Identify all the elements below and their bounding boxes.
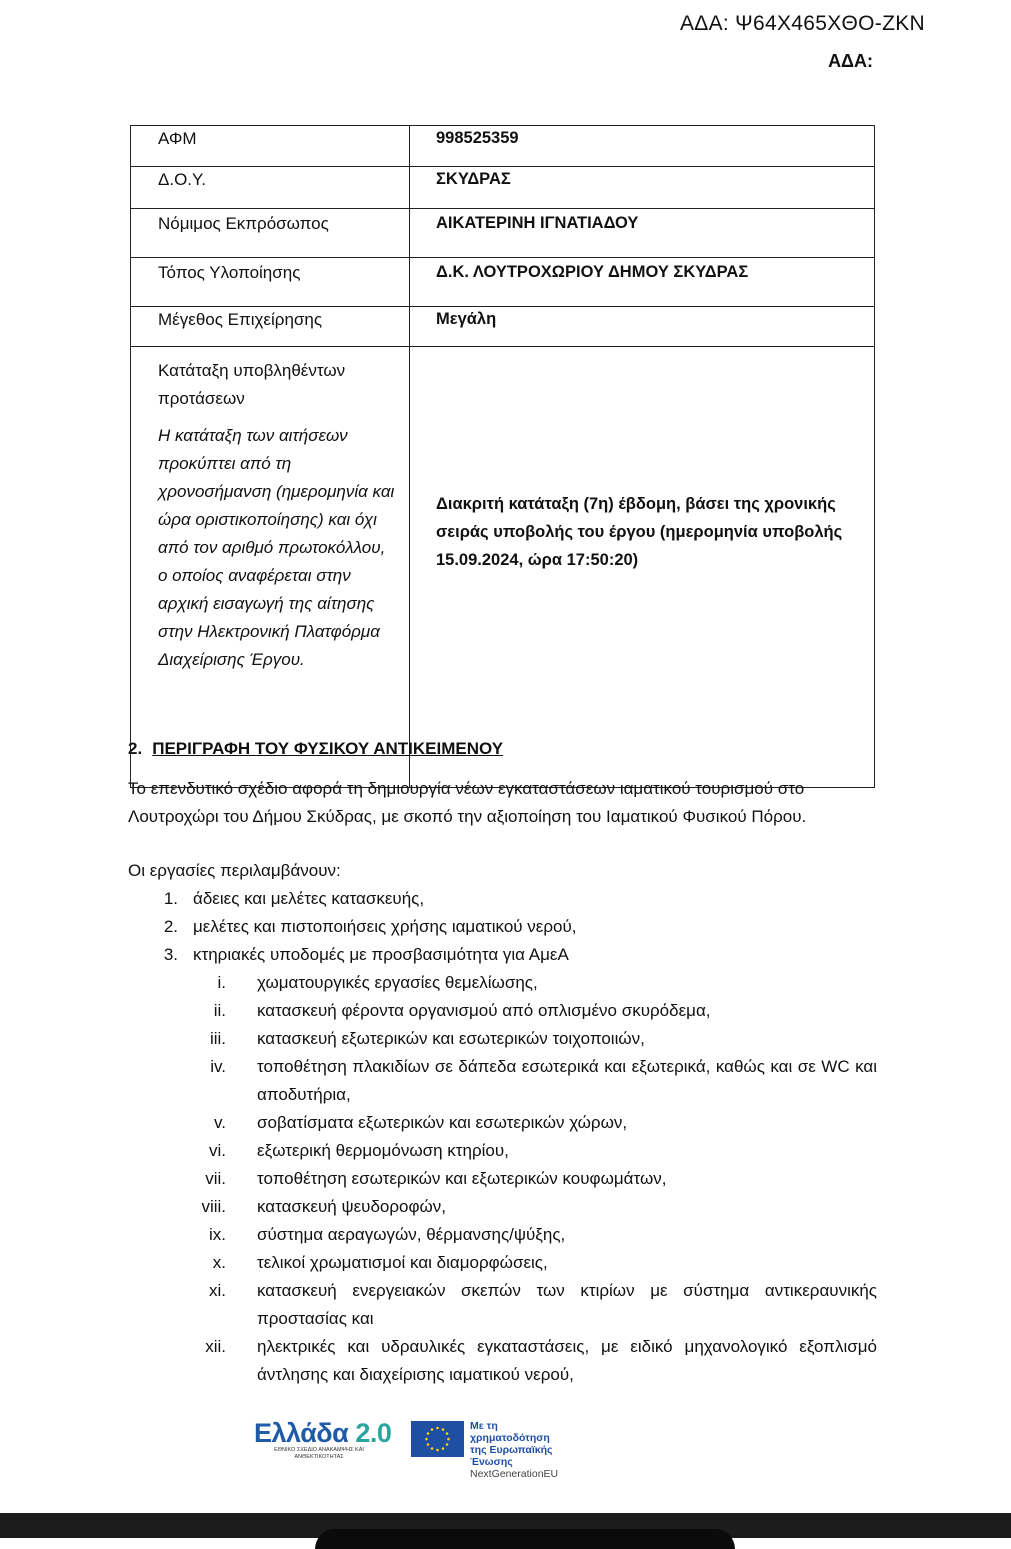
row-label: ΑΦΜ [131, 126, 410, 167]
row-value: ΑΙΚΑΤΕΡΙΝΗ ΙΓΝΑΤΙΑΔΟΥ [410, 209, 875, 258]
ranking-label-cell [131, 347, 410, 788]
section-paragraph: Το επενδυτικό σχέδιο αφορά τη δημιουργία νέων εγκαταστάσεων ιαματικού τουρισμού στο Λουτροχώρι του Δήμου Σκύδρας, με σκοπό την αξιοποίηση του Ιαματικού Φυσικού Πόρου. [128, 779, 807, 826]
list-item-text: κτηριακές υποδομές με προσβασιμότητα για ΑμεΑ [193, 945, 569, 964]
row-value: ΣΚΥΔΡΑΣ [410, 167, 875, 209]
sub-list-item-number: viii. [201, 1197, 226, 1216]
ada-label: ΑΔΑ: [828, 51, 873, 71]
row-label: Τόπος Υλοποίησης [131, 258, 410, 307]
row-label: Μέγεθος Επιχείρησης [131, 307, 410, 347]
eu-line1: Με τη χρηματοδότηση [470, 1420, 550, 1444]
sub-list-item-number: iv. [210, 1057, 226, 1076]
sub-list-item-text: τοποθέτηση πλακιδίων σε δάπεδα εσωτερικά και εξωτερικά, καθώς και σε WC και αποδυτήρια, [257, 1057, 877, 1104]
eu-line2: της Ευρωπαϊκής Ένωσης [470, 1444, 553, 1468]
table-row-ranking [131, 347, 875, 788]
list-item-number: 1. [163, 889, 178, 908]
sub-list-item-number: ix. [209, 1225, 226, 1244]
ranking-label: Κατάταξη υποβληθέντων προτάσεων [158, 361, 346, 408]
ellada-logo-version: 2.0 [355, 1418, 392, 1448]
sub-list-item-text: ηλεκτρικές και υδραυλικές εγκαταστάσεις, με ειδικό μηχανολογικό εξοπλισμό άντλησης και διαχείρισης ιαματικού νερού, [257, 1337, 877, 1384]
list-item-text: άδειες και μελέτες κατασκευής, [193, 889, 425, 908]
ellada-logo-text: Ελλάδα [254, 1418, 349, 1448]
info-table [130, 125, 875, 788]
ranking-value: Διακριτή κατάταξη (7η) έβδομη, βάσει της χρονικής σειράς υποβολής του έργου (ημερομηνία υποβολής 15.09.2024, ώρα 17:50:20) [410, 347, 875, 788]
sub-list-item-text: κατασκευή ψευδοροφών, [257, 1197, 447, 1216]
sub-list-item-text: κατασκευή ενεργειακών σκεπών των κτιρίων με σύστημα αντικεραυνικής προστασίας και [257, 1281, 877, 1328]
sub-list-item-number: i. [217, 973, 226, 992]
ellada-logo [254, 1418, 404, 1461]
row-label: Νόμιμος Εκπρόσωπος [131, 209, 410, 258]
section-title: ΠΕΡΙΓΡΑΦΗ ΤΟΥ ΦΥΣΙΚΟΥ ΑΝΤΙΚΕΙΜΕΝΟΥ [152, 739, 504, 758]
sub-list-item-text: τοποθέτηση εσωτερικών και εξωτερικών κουφωμάτων, [257, 1169, 667, 1188]
list-item-text: μελέτες και πιστοποιήσεις χρήσης ιαματικού νερού, [193, 917, 577, 936]
sub-list-item-text: εξωτερική θερμομόνωση κτηρίου, [257, 1141, 509, 1160]
sub-list-item-text: κατασκευή εξωτερικών και εσωτερικών τοιχοποιιών, [257, 1029, 645, 1048]
sub-list-item-text: τελικοί χρωματισμοί και διαμορφώσεις, [257, 1253, 548, 1272]
sub-list-item-text: κατασκευή φέροντα οργανισμού από οπλισμένο σκυρόδεμα, [257, 1001, 711, 1020]
sub-list-item-text: χωματουργικές εργασίες θεμελίωσης, [257, 973, 538, 992]
sub-list-item-number: x. [212, 1253, 226, 1272]
sub-list-item-text: σύστημα αεραγωγών, θέρμανσης/ψύξης, [257, 1225, 566, 1244]
eu-flag-icon [411, 1421, 464, 1457]
table-row [131, 258, 875, 307]
sub-list-item-text: σοβατίσματα εξωτερικών και εσωτερικών χώρων, [257, 1113, 628, 1132]
eu-funding-text [470, 1420, 558, 1480]
row-value: Δ.Κ. ΛΟΥΤΡΟΧΩΡΙΟΥ ΔΗΜΟΥ ΣΚΥΔΡΑΣ [410, 258, 875, 307]
home-indicator [315, 1529, 735, 1549]
ada-code: ΑΔΑ: Ψ64Χ465ΧΘΟ-ΖΚΝ [679, 12, 925, 35]
sub-list-item-number: xi. [209, 1281, 226, 1300]
sub-list-item-number: vi. [209, 1141, 226, 1160]
sub-list-item-number: ii. [213, 1001, 226, 1020]
ranking-note: Η κατάταξη των αιτήσεων προκύπτει από τη χρονοσήμανση (ημερομηνία και ώρα οριστικοποίησης) και όχι από τον αριθμό πρωτοκόλλου, ο οποίος αναφέρεται στην αρχική εισαγωγή της αίτησης στην Ηλεκτρονική Πλατφόρμα Διαχείρισης Έργου. [158, 426, 395, 669]
bottom-bar [0, 1513, 1011, 1538]
sub-list-item-number: vii. [205, 1169, 226, 1188]
table-row [131, 209, 875, 258]
row-label: Δ.Ο.Υ. [131, 167, 410, 209]
table-row [131, 126, 875, 167]
sub-list-item-number: iii. [209, 1029, 226, 1048]
row-value: 998525359 [410, 126, 875, 167]
sub-list-item-number: xii. [205, 1337, 226, 1356]
list-item-number: 3. [163, 945, 178, 964]
ellada-logo-subtitle: ΕΘΝΙΚΟ ΣΧΕΔΙΟ ΑΝΑΚΑΜΨΗΣ ΚΑΙ ΑΝΘΕΚΤΙΚΟΤΗΤΑΣ [274, 1447, 364, 1460]
list-item-number: 2. [163, 917, 178, 936]
works-intro: Οι εργασίες περιλαμβάνουν: [128, 861, 341, 880]
table-row [131, 307, 875, 347]
table-row [131, 167, 875, 209]
sub-list-item-number: v. [214, 1113, 226, 1132]
section-number: 2. [128, 739, 143, 758]
eu-line3: NextGenerationEU [470, 1468, 559, 1480]
section-heading [128, 739, 503, 759]
row-value: Μεγάλη [410, 307, 875, 347]
